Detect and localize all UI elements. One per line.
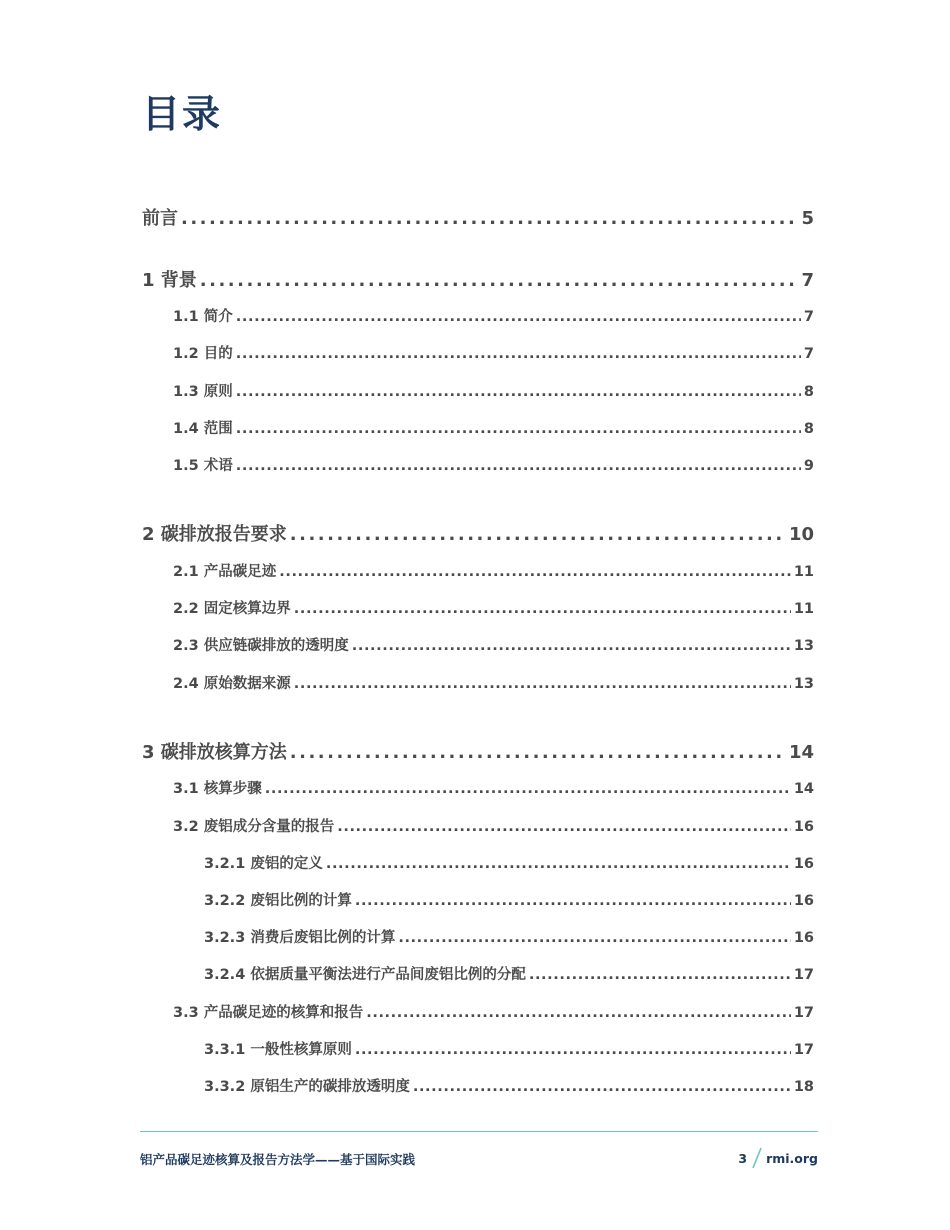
toc-entry-label: 3.2 废铝成分含量的报告 (173, 819, 335, 835)
toc-entry-label: 3.3.1 一般性核算原则 (204, 1042, 352, 1058)
toc-dot-leader (236, 384, 801, 400)
toc-dot-leader (236, 458, 801, 474)
toc-entry[interactable] (142, 520, 814, 546)
toc-entry-page-number: 14 (788, 742, 814, 763)
toc-entry-page-number: 16 (793, 856, 814, 872)
toc-entry-page-number: 7 (803, 346, 814, 362)
toc-dot-leader (355, 1042, 791, 1058)
footer-page-info (738, 1146, 818, 1170)
toc-dot-leader (366, 1005, 791, 1021)
toc-entry[interactable] (173, 597, 814, 618)
toc-dot-leader (294, 676, 791, 692)
toc-entry[interactable] (173, 815, 814, 836)
toc-entry[interactable] (142, 204, 814, 230)
toc-entry-label: 3 碳排放核算方法 (142, 742, 287, 763)
toc-entry-label: 3.3.2 原铝生产的碳排放透明度 (204, 1079, 410, 1095)
toc-dot-leader (413, 1079, 791, 1095)
toc-entry[interactable] (173, 1001, 814, 1022)
toc-dot-leader (337, 819, 791, 835)
toc-entry-page-number: 18 (793, 1079, 814, 1095)
toc-entry-page-number: 5 (801, 208, 814, 229)
toc-entry[interactable] (204, 1038, 814, 1059)
toc-entry-label: 2.3 供应链碳排放的透明度 (173, 638, 349, 654)
toc-entry[interactable] (142, 738, 814, 764)
toc-entry-label: 1.3 原则 (173, 384, 233, 400)
page-title: 目录 (142, 92, 223, 136)
toc-entry[interactable] (142, 266, 814, 292)
toc-entry[interactable] (173, 305, 814, 326)
toc-entry-label: 2.4 原始数据来源 (173, 676, 291, 692)
toc-entry-label: 1.1 简介 (173, 309, 233, 325)
toc-dot-leader (279, 564, 791, 580)
toc-entry-page-number: 17 (793, 967, 814, 983)
toc-dot-leader (355, 893, 791, 909)
footer-page-number: 3 (738, 1150, 748, 1166)
toc-dot-leader (236, 421, 801, 437)
toc-entry-page-number: 16 (793, 893, 814, 909)
toc-entry-label: 2.2 固定核算边界 (173, 601, 291, 617)
toc-entry[interactable] (204, 1075, 814, 1096)
toc-entry-page-number: 16 (793, 819, 814, 835)
toc-dot-leader (200, 270, 799, 291)
toc-entry-page-number: 9 (803, 458, 814, 474)
toc-dot-leader (236, 309, 801, 325)
toc-entry[interactable] (173, 342, 814, 363)
toc-entry-page-number: 14 (793, 781, 814, 797)
toc-dot-leader (236, 346, 801, 362)
toc-entry-page-number: 11 (793, 564, 814, 580)
toc-dot-leader (326, 856, 791, 872)
footer-site-link[interactable]: rmi.org (766, 1150, 818, 1166)
toc-entry-label: 3.2.3 消费后废铝比例的计算 (204, 930, 396, 946)
toc-entry[interactable] (173, 417, 814, 438)
toc-entry-page-number: 7 (803, 309, 814, 325)
toc-entry-page-number: 7 (801, 270, 814, 291)
toc-entry[interactable] (173, 380, 814, 401)
toc-entry[interactable] (204, 963, 814, 984)
toc-dot-leader (398, 930, 790, 946)
toc-dot-leader (352, 638, 791, 654)
toc-entry[interactable] (173, 634, 814, 655)
toc-dot-leader (290, 742, 786, 763)
footer-divider (140, 1131, 818, 1132)
toc-entry-page-number: 17 (793, 1042, 814, 1058)
toc-entry[interactable] (173, 672, 814, 693)
toc-entry-label: 1.5 术语 (173, 458, 233, 474)
toc-dot-leader (294, 601, 791, 617)
toc-entry-label: 3.3 产品碳足迹的核算和报告 (173, 1005, 364, 1021)
toc-dot-leader (181, 208, 798, 229)
toc-dot-leader (290, 524, 786, 545)
toc-entry-label: 3.2.1 废铝的定义 (204, 856, 323, 872)
toc-entry-label: 3.1 核算步骤 (173, 781, 262, 797)
toc-dot-leader (265, 781, 791, 797)
toc-entry-page-number: 11 (793, 601, 814, 617)
toc-dot-leader (529, 967, 791, 983)
toc-entry[interactable] (204, 926, 814, 947)
toc-entry-label: 1.4 范围 (173, 421, 233, 437)
toc-entry-page-number: 8 (803, 421, 814, 437)
toc-entry-label: 3.2.4 依据质量平衡法进行产品间废铝比例的分配 (204, 967, 526, 983)
toc-entry-label: 2.1 产品碳足迹 (173, 564, 277, 580)
toc-entry[interactable] (204, 852, 814, 873)
toc-entry-page-number: 17 (793, 1005, 814, 1021)
toc-entry-label: 2 碳排放报告要求 (142, 524, 287, 545)
toc-entry-page-number: 8 (803, 384, 814, 400)
toc-entry[interactable] (204, 889, 814, 910)
slash-divider-icon (751, 1146, 763, 1170)
toc-entry-label: 前言 (142, 208, 178, 229)
footer-document-title: 铝产品碳足迹核算及报告方法学——基于国际实践 (140, 1152, 416, 1167)
toc-entry[interactable] (173, 454, 814, 475)
toc-entry[interactable] (173, 777, 814, 798)
toc-entry-label: 3.2.2 废铝比例的计算 (204, 893, 352, 909)
toc-entry-page-number: 16 (793, 930, 814, 946)
toc-entry-label: 1 背景 (142, 270, 197, 291)
toc-entry-page-number: 10 (788, 524, 814, 545)
toc-entry-page-number: 13 (793, 638, 814, 654)
toc-entry[interactable] (173, 560, 814, 581)
toc-entry-label: 1.2 目的 (173, 346, 233, 362)
toc-entry-page-number: 13 (793, 676, 814, 692)
